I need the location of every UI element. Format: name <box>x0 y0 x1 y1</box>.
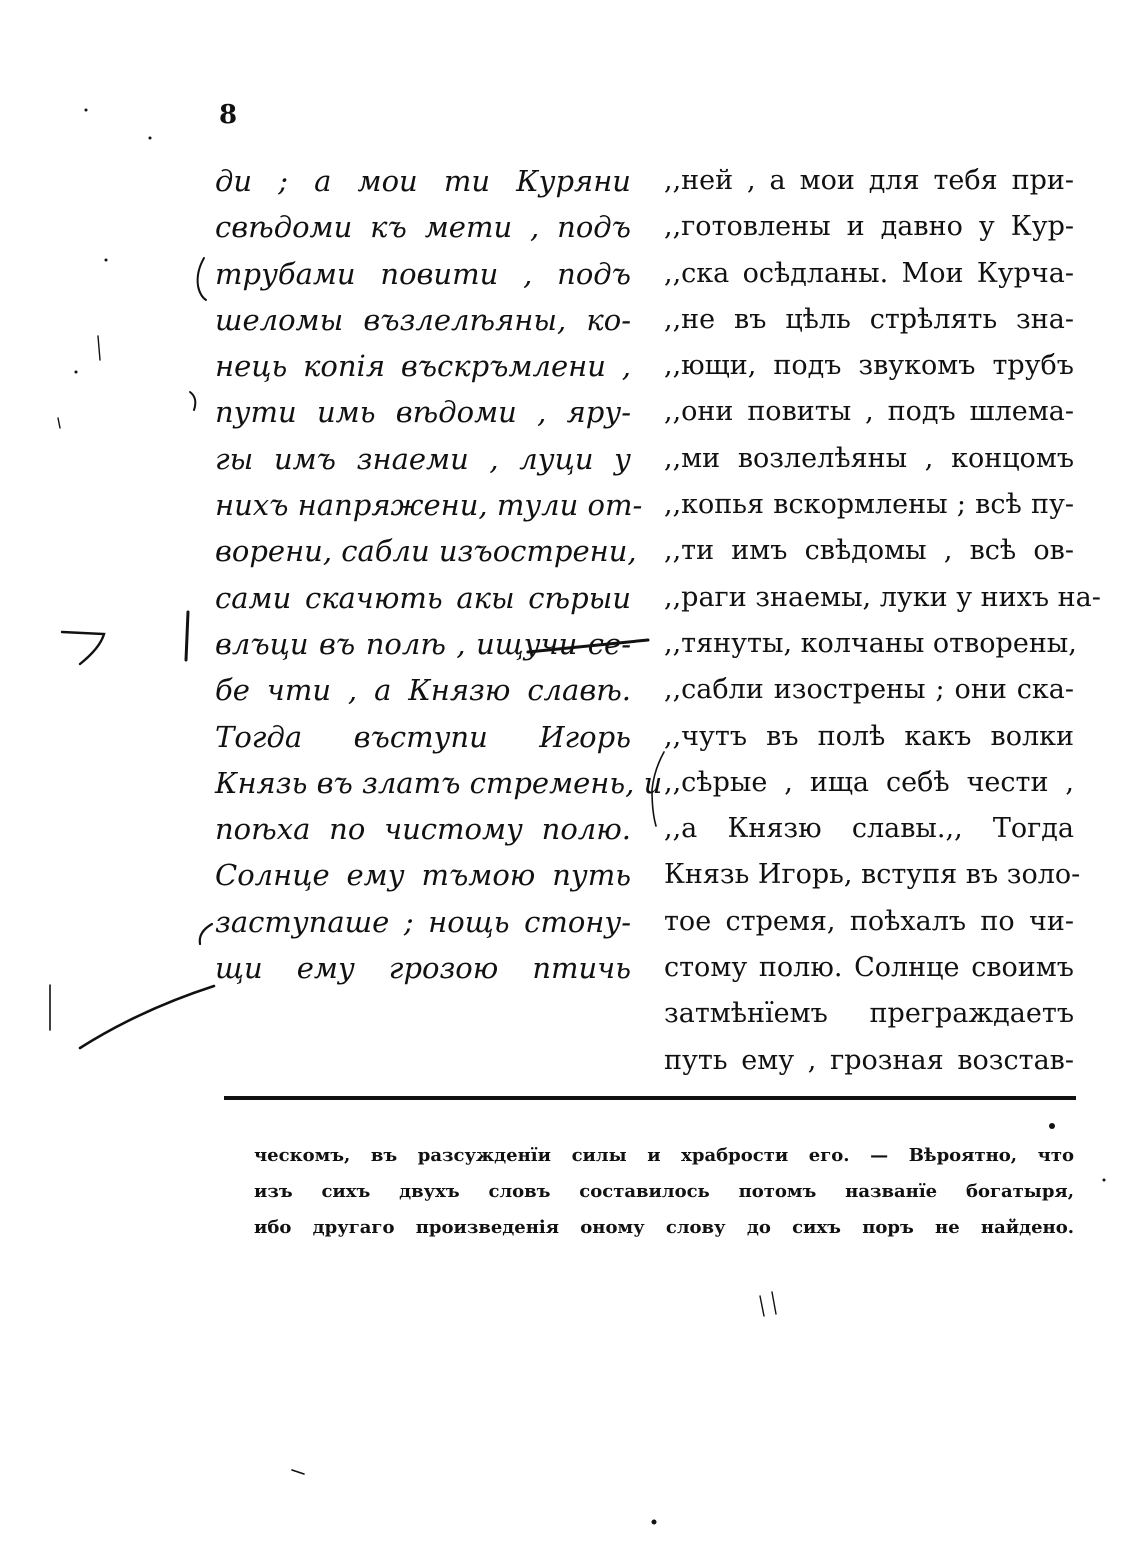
text-line: тое стремя, поѣхалъ по чи- <box>664 905 1074 937</box>
footnote-line: ибо другаго произведенія оному слову до сихъ поръ не найдено. <box>254 1217 1074 1238</box>
ink-speck <box>149 137 152 140</box>
text-line: гы имъ знаеми , луци у <box>215 441 631 476</box>
text-line: ,,копья вскормлены ; всѣ пу- <box>664 489 1074 521</box>
margin-bar-mark <box>186 612 188 660</box>
margin-tick-mark <box>772 1292 776 1314</box>
text-line: пути имь вѣдоми , яру- <box>215 395 631 430</box>
text-line: ,,готовлены и давно у Кур- <box>664 211 1074 243</box>
ink-speck <box>75 371 78 374</box>
text-line: нихъ напряжени, тули от- <box>215 488 643 523</box>
text-line: ,,сѣрые , ища себѣ чести , <box>664 766 1074 798</box>
text-line: ,,ти имъ свѣдомы , всѣ ов- <box>664 535 1074 567</box>
margin-hook-mark <box>200 924 212 944</box>
text-line: ,,тянуты, колчаны отворены, <box>664 627 1077 659</box>
footnote-divider <box>224 1096 1076 1100</box>
footnote-line: ческомъ, въ разсужденїи силы и храбрости его. — Вѣроятно, что <box>254 1145 1074 1166</box>
margin-tick-mark <box>58 418 60 428</box>
text-line: ,,ска осѣдланы. Мои Курча- <box>664 257 1074 289</box>
old-russian-text-column <box>215 158 663 991</box>
text-line: Тогда въступи Игорь <box>215 719 631 754</box>
text-line: затмѣнїемъ преграждаетъ <box>664 998 1074 1030</box>
text-line: ,,ми возлелѣяны , концомъ <box>664 442 1074 474</box>
margin-diagonal-mark <box>80 986 214 1048</box>
ink-speck <box>1103 1179 1106 1182</box>
margin-tick-mark <box>760 1296 764 1316</box>
margin-tick-mark <box>292 1470 304 1474</box>
margin-bracket-mark <box>198 258 206 300</box>
text-line: нець копія въскръмлени , <box>215 349 631 384</box>
page-number: 8 <box>219 100 238 130</box>
text-line: ,,сабли изострены ; они ска- <box>664 674 1074 706</box>
text-line: ,,не въ цѣль стрѣлять зна- <box>664 303 1074 335</box>
margin-tick-mark <box>98 336 100 360</box>
text-line: Князь Игорь, вступя въ золо- <box>664 859 1081 891</box>
text-line: ,,чутъ въ полѣ какъ волки <box>664 720 1074 752</box>
text-line: стому полю. Солнце своимъ <box>664 952 1074 984</box>
text-line: сами скачють акы сѣрыи <box>215 580 631 615</box>
translation-text-column <box>664 158 1101 1084</box>
margin-hook-mark <box>190 392 195 410</box>
ink-speck <box>105 259 108 262</box>
text-line: заступаше ; нощь стону- <box>215 904 631 939</box>
text-line: поѣха по чистому полю. <box>215 812 631 847</box>
text-line: ди ; а мои ти Куряни <box>215 164 631 198</box>
ink-speck <box>1049 1123 1055 1129</box>
text-line: Солнце ему тъмою путь <box>215 858 631 893</box>
margin-arrow-mark <box>62 632 104 664</box>
text-line: ,,раги знаемы, луки у нихъ на- <box>664 581 1101 613</box>
text-line: ворени, сабли изъострени, <box>215 534 637 569</box>
text-line: свѣдоми къ мети , подъ <box>215 210 631 245</box>
text-line: ,,ней , а мои для тебя при- <box>664 165 1074 196</box>
text-line: ,,они повиты , подъ шлема- <box>664 396 1074 428</box>
text-line: шеломы възлелѣяны, ко- <box>215 302 631 337</box>
footnote-line: изъ сихъ двухъ словъ составилось потомъ названїе богатыря, <box>254 1181 1074 1202</box>
text-line: трубами повити , подъ <box>215 256 631 291</box>
ink-speck <box>85 109 88 112</box>
text-line: Князь въ златъ стремень, и <box>215 765 663 800</box>
text-line: ,,ющи, подъ звукомъ трубъ <box>664 350 1074 382</box>
text-line: ,,а Князю славы.,, Тогда <box>664 813 1074 845</box>
text-line: бе чти , а Князю славѣ. <box>215 673 631 708</box>
text-line: путь ему , грозная возстав- <box>664 1044 1074 1076</box>
text-line: влъци въ полѣ , ищучи се- <box>215 626 631 661</box>
footnote <box>254 1138 1074 1246</box>
ink-speck <box>652 1520 657 1525</box>
text-line: щи ему грозою птичь <box>215 951 631 986</box>
